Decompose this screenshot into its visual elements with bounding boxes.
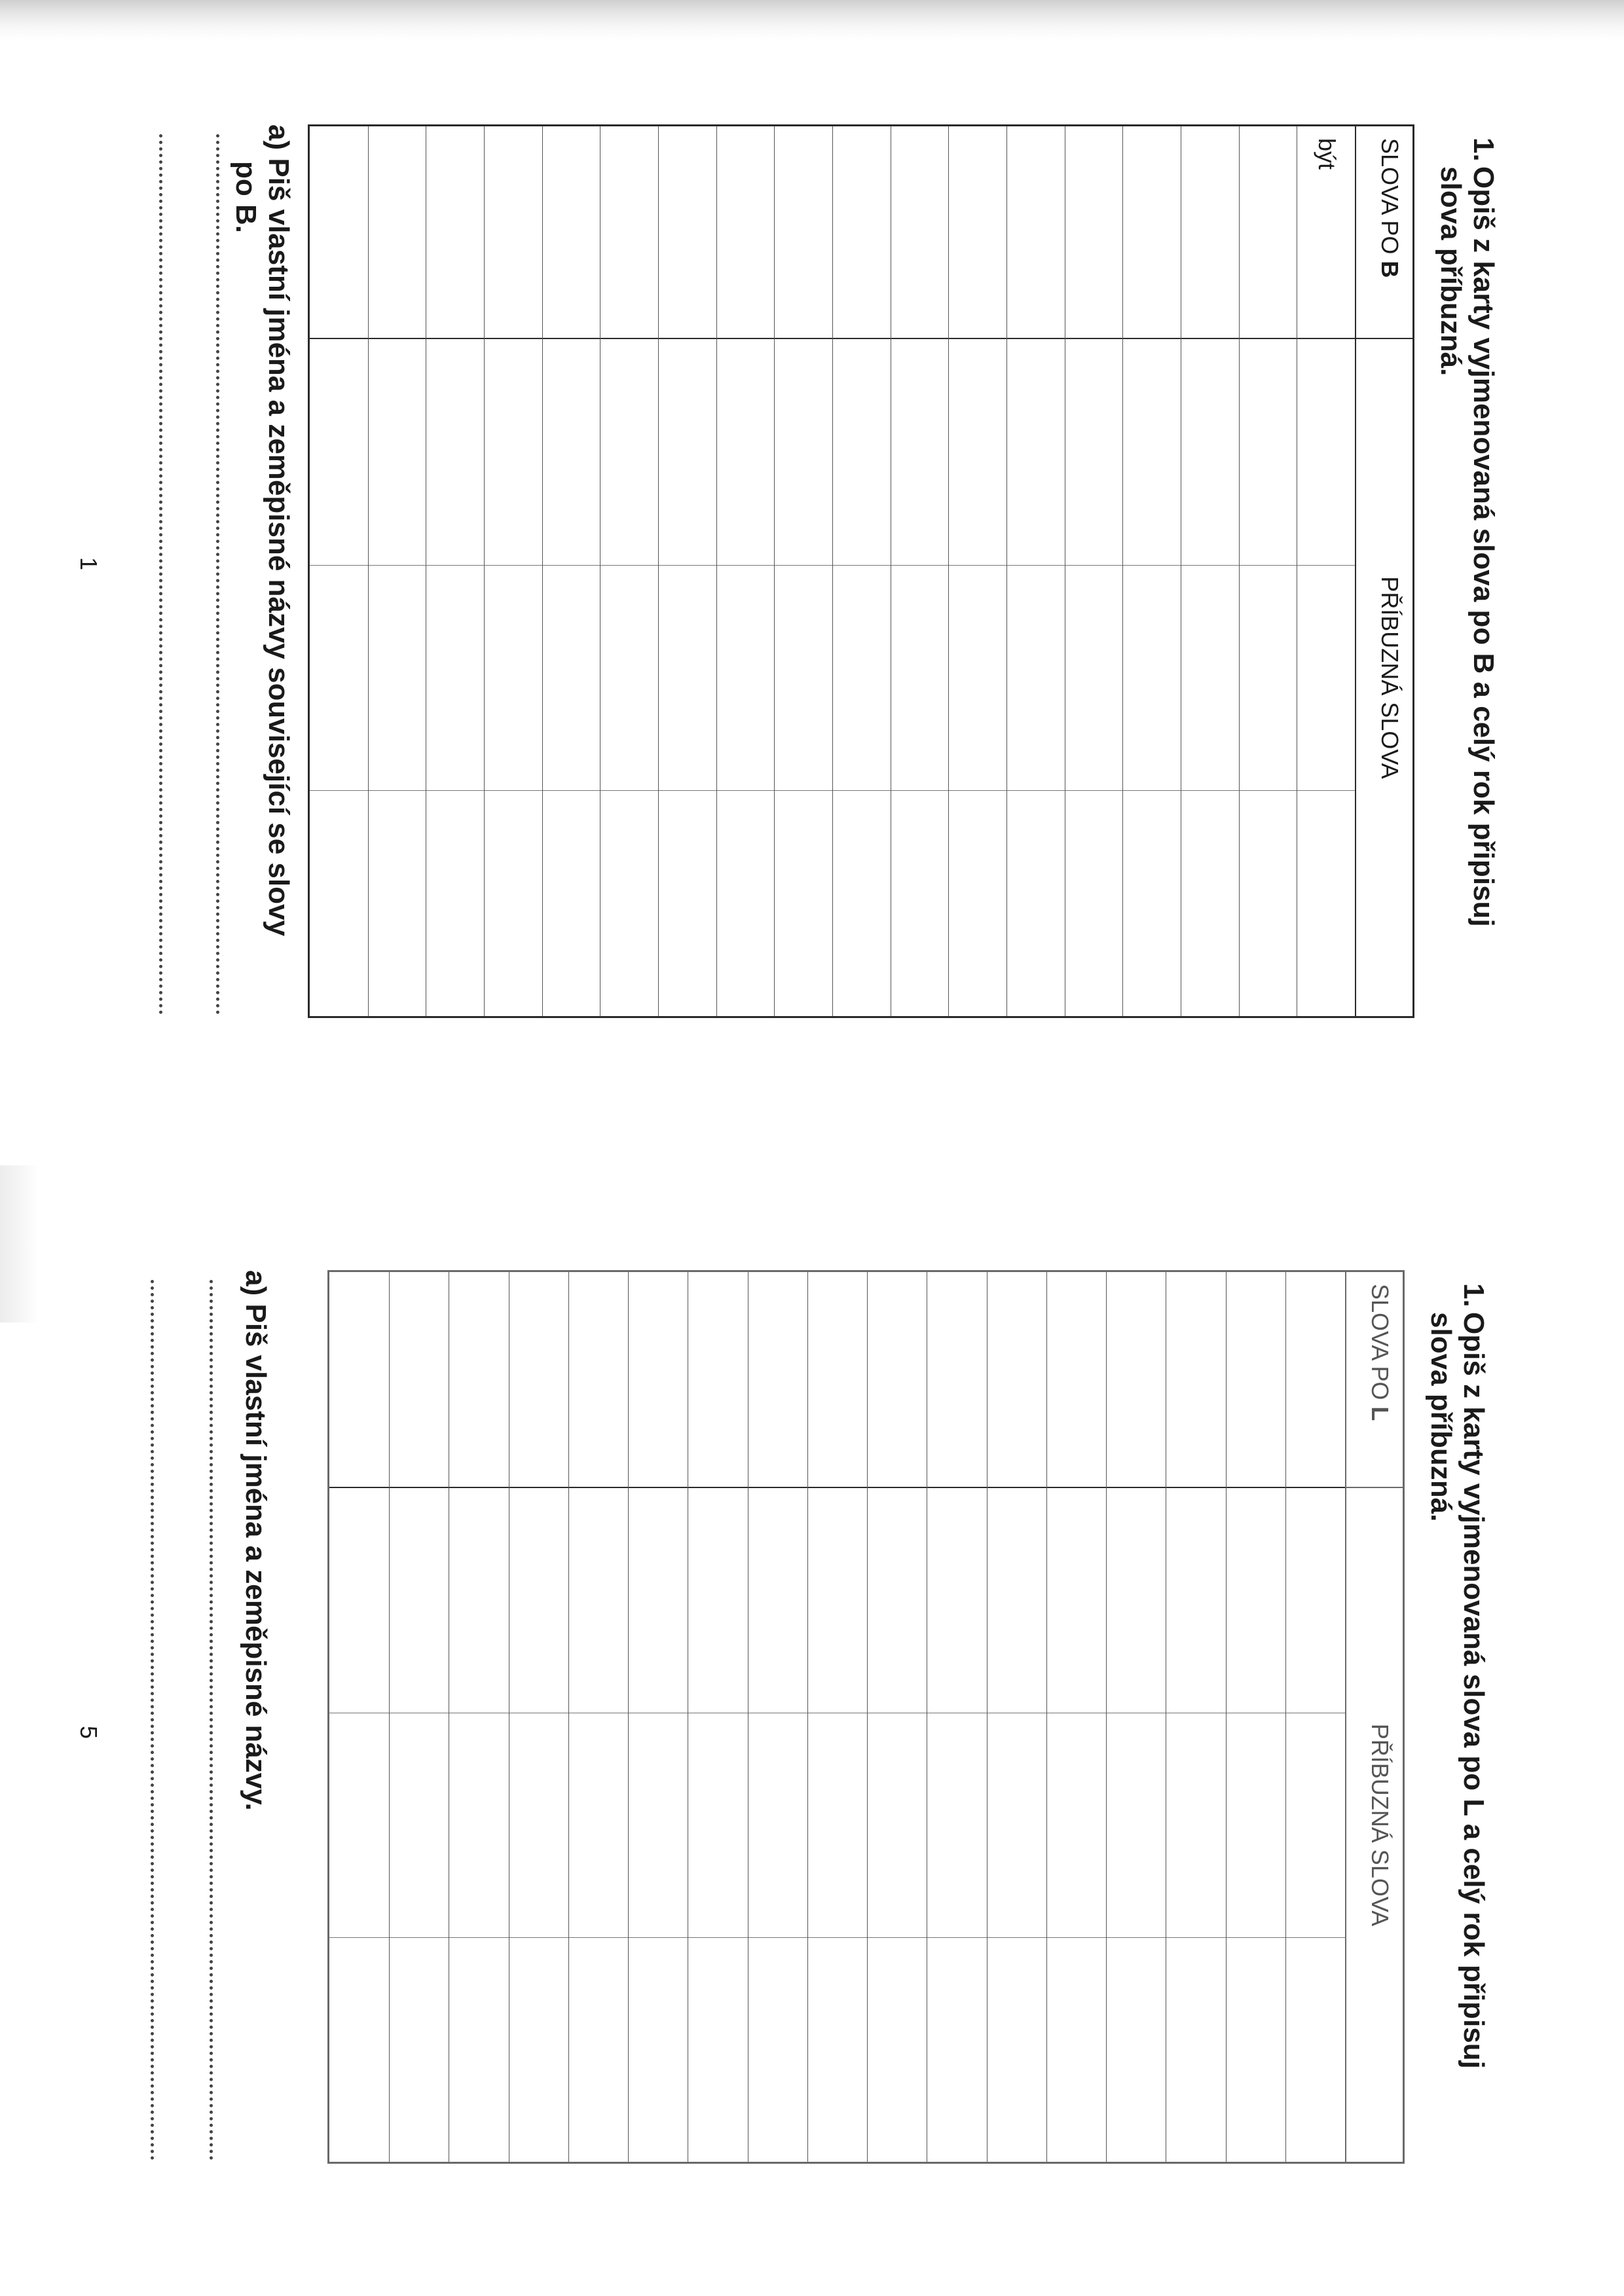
- table-header: [1355, 126, 1412, 1016]
- cell-divider: [987, 1937, 1046, 1938]
- cell-divider: [1166, 1937, 1225, 1938]
- related-words-cell[interactable]: [688, 1488, 747, 2162]
- word-cell[interactable]: [1123, 126, 1181, 339]
- table-row[interactable]: [807, 1272, 867, 2162]
- answer-line[interactable]: [159, 134, 162, 1015]
- cell-divider: [600, 565, 658, 566]
- cell-divider: [1227, 1937, 1285, 1938]
- scan-shadow: [0, 0, 1624, 39]
- cell-divider: [485, 565, 542, 566]
- word-cell[interactable]: [1227, 1272, 1285, 1488]
- cell-divider: [600, 790, 658, 791]
- header-related-words: PŘÍBUZNÁ SLOVA: [1367, 1723, 1393, 1927]
- cell-divider: [629, 1937, 688, 1938]
- table-row[interactable]: [628, 1272, 688, 2162]
- table-row[interactable]: [1106, 1272, 1166, 2162]
- word-cell[interactable]: být: [1297, 126, 1355, 339]
- word-cell[interactable]: [833, 126, 891, 339]
- word-cell[interactable]: [927, 1272, 986, 1488]
- page-number: 1: [75, 556, 103, 571]
- table-header: [1345, 1272, 1403, 2162]
- header-letter: B: [1376, 261, 1403, 278]
- cell-divider: [891, 790, 949, 791]
- table-row[interactable]: [426, 126, 484, 1016]
- header-words-after-b: [1356, 126, 1412, 339]
- task-number: 1.: [1467, 137, 1500, 162]
- cell-divider: [1297, 565, 1355, 566]
- task-text-line2: slova příbuzná.: [1435, 166, 1467, 376]
- cell-divider: [748, 1937, 807, 1938]
- word-cell[interactable]: [390, 1272, 449, 1488]
- subtask-heading: [239, 1270, 272, 2187]
- cell-divider: [775, 790, 832, 791]
- cell-divider: [543, 565, 600, 566]
- header-words-after-l: [1346, 1272, 1403, 1488]
- table-row[interactable]: [832, 126, 891, 1016]
- related-words-cell[interactable]: [868, 1488, 927, 2162]
- related-words-cell[interactable]: [891, 339, 949, 1016]
- related-words-cell[interactable]: [1065, 339, 1123, 1016]
- cell-divider: [1047, 1937, 1106, 1938]
- answer-line[interactable]: [216, 134, 219, 1015]
- cell-divider: [1181, 790, 1239, 791]
- table-row[interactable]: [891, 126, 949, 1016]
- cell-divider: [1007, 565, 1065, 566]
- word-cell[interactable]: [748, 1272, 807, 1488]
- table-row[interactable]: [329, 1272, 389, 2162]
- word-cell[interactable]: [600, 126, 658, 339]
- related-words-cell[interactable]: [775, 339, 832, 1016]
- related-words-cell[interactable]: [629, 1488, 688, 2162]
- cell-divider: [485, 790, 542, 791]
- related-words-cell[interactable]: [1007, 339, 1065, 1016]
- related-words-cell[interactable]: [717, 339, 775, 1016]
- table-row[interactable]: [716, 126, 775, 1016]
- cell-divider: [808, 1937, 867, 1938]
- cell-divider: [310, 565, 368, 566]
- related-words-cell[interactable]: [449, 1488, 508, 2162]
- word-cell[interactable]: [1166, 1272, 1225, 1488]
- table-row[interactable]: [600, 126, 658, 1016]
- cell-divider: [310, 790, 368, 791]
- table-row[interactable]: [389, 1272, 449, 2162]
- cell-divider: [426, 790, 484, 791]
- related-words-cell[interactable]: [1166, 1488, 1225, 2162]
- subtask-text-line2: po B.: [230, 161, 262, 233]
- table-row[interactable]: [658, 126, 716, 1016]
- cell-divider: [1123, 790, 1181, 791]
- cell-divider: [509, 1937, 568, 1938]
- related-words-cell[interactable]: [369, 339, 426, 1016]
- header-words-prefix: SLOVA PO: [1367, 1284, 1393, 1407]
- task-number: 1.: [1458, 1283, 1490, 1307]
- page-number: 5: [75, 1725, 103, 1740]
- task-heading: [1424, 1283, 1490, 2200]
- cell-divider: [390, 1937, 449, 1938]
- related-words-cell[interactable]: [1240, 339, 1297, 1016]
- table-row[interactable]: [1046, 1272, 1106, 2162]
- table-row[interactable]: [568, 1272, 628, 2162]
- table-row[interactable]: [1297, 126, 1355, 1016]
- table-row[interactable]: [1181, 126, 1239, 1016]
- worksheet-page-b: [124, 124, 1500, 1054]
- cell-divider: [1286, 1937, 1345, 1938]
- table-row[interactable]: [688, 1272, 747, 2162]
- word-cell[interactable]: [717, 126, 775, 339]
- related-words-cell[interactable]: [949, 339, 1006, 1016]
- related-words-cell[interactable]: [509, 1488, 568, 2162]
- cell-divider: [1181, 565, 1239, 566]
- word-cell[interactable]: [449, 1272, 508, 1488]
- table-row[interactable]: [1166, 1272, 1225, 2162]
- cell-divider: [449, 1937, 508, 1938]
- cell-divider: [688, 1937, 747, 1938]
- cell-divider: [329, 1937, 389, 1938]
- related-words-cell[interactable]: [1107, 1488, 1166, 2162]
- cell-divider: [369, 565, 426, 566]
- word-cell[interactable]: [509, 1272, 568, 1488]
- word-cell[interactable]: [369, 126, 426, 339]
- cell-divider: [1065, 790, 1123, 791]
- table-row[interactable]: [1285, 1272, 1345, 2162]
- table-row[interactable]: [948, 126, 1006, 1016]
- word-cell[interactable]: [1107, 1272, 1166, 1488]
- cell-divider: [1240, 790, 1297, 791]
- table-row[interactable]: [987, 1272, 1046, 2162]
- table-row[interactable]: [1239, 126, 1297, 1016]
- table-row[interactable]: [1006, 126, 1065, 1016]
- cell-divider: [717, 565, 775, 566]
- table-row[interactable]: [1122, 126, 1181, 1016]
- related-words-cell[interactable]: [1047, 1488, 1106, 2162]
- table-row[interactable]: [484, 126, 542, 1016]
- cell-divider: [1107, 1937, 1166, 1938]
- task-text-line1: Opiš z karty vyjmenovaná slova po L a celý rok připisuj: [1458, 1312, 1490, 2069]
- table-row[interactable]: [1226, 1272, 1285, 2162]
- cell-divider: [569, 1937, 628, 1938]
- word-cell[interactable]: [426, 126, 484, 339]
- cell-divider: [1123, 565, 1181, 566]
- word-cell[interactable]: [543, 126, 600, 339]
- cell-divider: [949, 790, 1006, 791]
- cell-divider: [1065, 565, 1123, 566]
- word-cell[interactable]: [1286, 1272, 1345, 1488]
- word-cell[interactable]: [1047, 1272, 1106, 1488]
- related-words-cell[interactable]: [426, 339, 484, 1016]
- subtask-text-line1: a) Piš vlastní jména a zeměpisné názvy.: [240, 1270, 272, 1811]
- table-row[interactable]: [1065, 126, 1123, 1016]
- task-text-line1: Opiš z karty vyjmenovaná slova po B a celý rok připisuj: [1467, 166, 1500, 927]
- related-words-cell[interactable]: [1227, 1488, 1285, 2162]
- table-row[interactable]: [927, 1272, 986, 2162]
- related-words-cell[interactable]: [600, 339, 658, 1016]
- related-words-cell[interactable]: [748, 1488, 807, 2162]
- answer-line[interactable]: [210, 1280, 213, 2160]
- word-cell[interactable]: [1007, 126, 1065, 339]
- cell-divider: [833, 790, 891, 791]
- table-row[interactable]: [748, 1272, 807, 2162]
- cell-divider: [543, 790, 600, 791]
- cell-divider: [868, 1937, 927, 1938]
- answer-line[interactable]: [151, 1280, 154, 2160]
- related-words-cell[interactable]: [987, 1488, 1046, 2162]
- word-cell[interactable]: [987, 1272, 1046, 1488]
- worksheet-page-l: [115, 1270, 1490, 2200]
- subtask-heading: [229, 124, 295, 1041]
- subtask-text-line1: a) Piš vlastní jména a zeměpisné názvy související se slovy: [263, 124, 295, 936]
- related-words-cell[interactable]: [1297, 339, 1355, 1016]
- header-related-words: PŘÍBUZNÁ SLOVA: [1376, 576, 1403, 779]
- cell-divider: [927, 1937, 986, 1938]
- related-words-cell[interactable]: [390, 1488, 449, 2162]
- header-words-prefix: SLOVA PO: [1376, 138, 1403, 261]
- related-words-cell[interactable]: [1286, 1488, 1345, 2162]
- task-text-line2: slova příbuzná.: [1425, 1312, 1457, 1522]
- cell-divider: [949, 565, 1006, 566]
- cell-divider: [717, 790, 775, 791]
- related-words-cell[interactable]: [927, 1488, 986, 2162]
- table-row[interactable]: [509, 1272, 568, 2162]
- word-cell[interactable]: [688, 1272, 747, 1488]
- related-words-cell[interactable]: [1123, 339, 1181, 1016]
- related-words-cell[interactable]: [659, 339, 716, 1016]
- cell-divider: [369, 790, 426, 791]
- word-cell[interactable]: [1181, 126, 1239, 339]
- related-words-cell[interactable]: [329, 1488, 389, 2162]
- word-cell[interactable]: [949, 126, 1006, 339]
- word-cell[interactable]: [1240, 126, 1297, 339]
- cell-divider: [659, 565, 716, 566]
- word-cell[interactable]: [1065, 126, 1123, 339]
- word-cell[interactable]: [659, 126, 716, 339]
- cell-divider: [833, 565, 891, 566]
- cell-divider: [1240, 565, 1297, 566]
- word-cell[interactable]: [569, 1272, 628, 1488]
- related-words-cell[interactable]: [569, 1488, 628, 2162]
- cell-divider: [1007, 790, 1065, 791]
- related-words-cell[interactable]: [310, 339, 368, 1016]
- scan-shadow-side: [0, 1165, 39, 1322]
- word-cell[interactable]: [775, 126, 832, 339]
- task-heading: [1434, 137, 1500, 1054]
- table-row[interactable]: [310, 126, 368, 1016]
- related-words-cell[interactable]: [485, 339, 542, 1016]
- words-table-l: [327, 1270, 1405, 2164]
- header-letter: L: [1367, 1406, 1393, 1421]
- table-row[interactable]: [368, 126, 426, 1016]
- cell-divider: [891, 565, 949, 566]
- table-row[interactable]: [449, 1272, 508, 2162]
- related-words-cell[interactable]: [833, 339, 891, 1016]
- word-cell[interactable]: [485, 126, 542, 339]
- related-words-cell[interactable]: [1181, 339, 1239, 1016]
- table-row[interactable]: [542, 126, 600, 1016]
- table-row[interactable]: [774, 126, 832, 1016]
- words-table-b: [308, 124, 1414, 1018]
- cell-divider: [1297, 790, 1355, 791]
- word-cell[interactable]: [629, 1272, 688, 1488]
- cell-divider: [426, 565, 484, 566]
- table-row[interactable]: [867, 1272, 927, 2162]
- word-cell[interactable]: [868, 1272, 927, 1488]
- word-cell[interactable]: [891, 126, 949, 339]
- related-words-cell[interactable]: [808, 1488, 867, 2162]
- word-cell[interactable]: [808, 1272, 867, 1488]
- word-cell[interactable]: [310, 126, 368, 339]
- word-cell[interactable]: [329, 1272, 389, 1488]
- cell-divider: [775, 565, 832, 566]
- related-words-cell[interactable]: [543, 339, 600, 1016]
- cell-divider: [659, 790, 716, 791]
